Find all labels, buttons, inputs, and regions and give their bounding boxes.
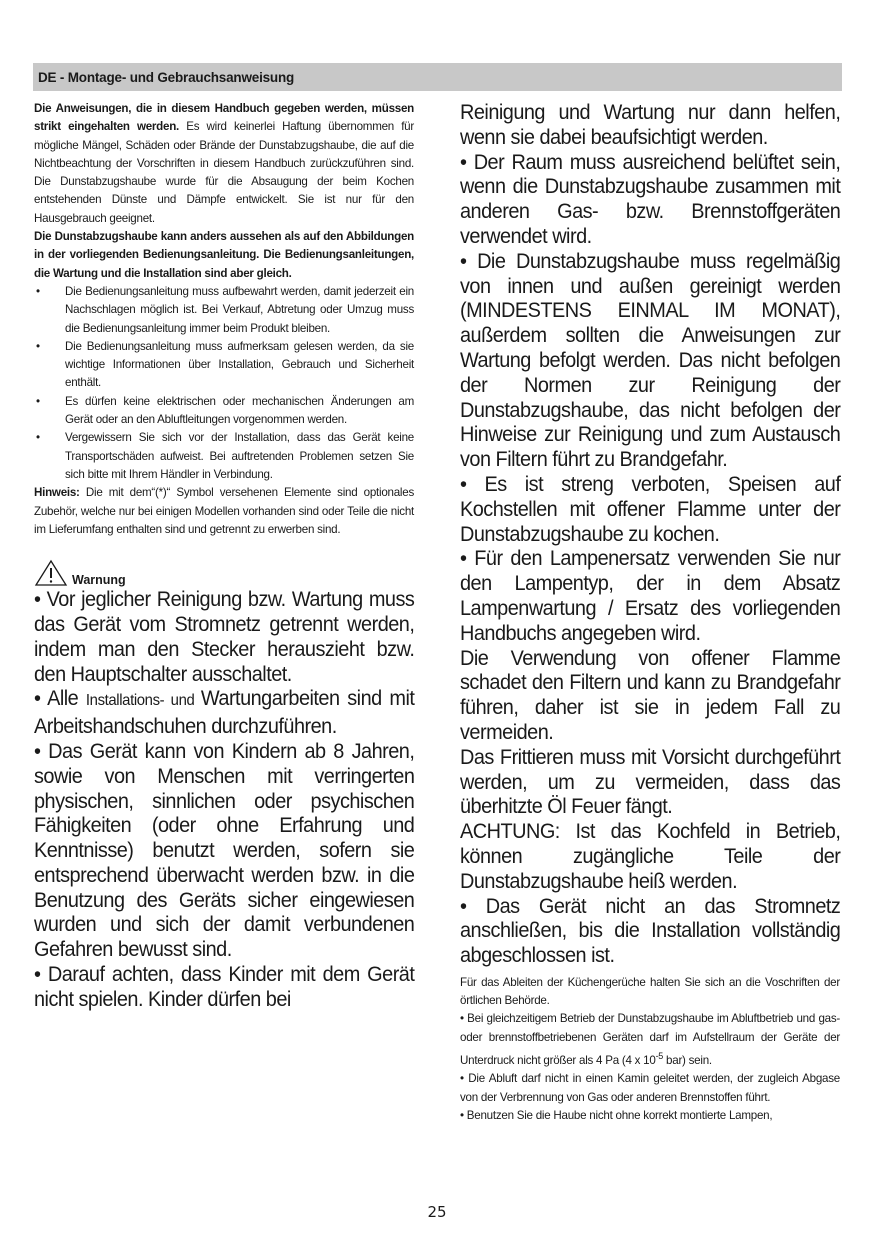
list-item-text: Die Bedienungsanleitung muss aufmerksam gelesen werden, da sie wichtige Informationen über Installation, Gebrauch und Sicherheit enthält. (65, 339, 414, 390)
warning-text-small: Installations- und (85, 692, 201, 710)
safety-paragraph: • Das Gerät nicht an das Stromnetz anschließen, bis die Installation vollständig abgeschlossen ist. (460, 893, 841, 968)
warning-text: Wartungarbeiten sind mit Arbeitshandschuhen durchzuführen. (34, 686, 415, 739)
list-item (34, 338, 414, 393)
bullet-dot: • (36, 394, 40, 408)
appearance-note-text: Die Dunstabzugshaube kann anders aussehen als auf den Abbildungen in der vorliegenden Bedienungsanleitung. Die Bedienungsanleitungen, die Wartung und die Installation sind aber gleich. (34, 230, 414, 280)
warning-paragraph: • Darauf achten, dass Kinder mit dem Gerät nicht spielen. Kinder dürfen bei (34, 962, 415, 1011)
regulation-paragraph (460, 1010, 840, 1070)
warning-paragraph: • Das Gerät kann von Kindern ab 8 Jahren, sowie von Menschen mit verringerten physischen, sinnlichen oder psychischen Fähigkeiten (oder ohne Erfahrung und Kenntnisse) benutzt werden, sofern sie entsprechend überwacht werden bzw. in die Benutzung des Geräts sicher eingewiesen wurden und sich der damit verbundenen Gefahren bewusst sind. (34, 738, 415, 962)
hint-label: Hinweis: (34, 486, 80, 500)
safety-paragraph: • Es ist streng verboten, Speisen auf Kochstellen mit offener Flamme unter der Dunstabzugshaube zu kochen. (460, 471, 841, 546)
safety-paragraph: Reinigung und Wartung nur dann helfen, wenn sie dabei beaufsichtigt werden. (460, 100, 841, 149)
pressure-text-end: bar) sein. (663, 1053, 712, 1067)
page-number: 25 (427, 1203, 447, 1221)
safety-paragraph: • Die Dunstabzugshaube muss regelmäßig von innen und außen gereinigt werden (MINDESTENS EINMAL IM MONAT), außerdem sollten die Anweisungen zur Wartung befolgt werden. Das nicht befolgen der Normen zur Reinigung der Dunstabzugshaube, das nicht befolgen der Hinweise zur Reinigung und zum Austausch von Filtern führt zu Brandgefahr. (460, 248, 841, 472)
section-title: DE - Montage- und Gebrauchsanweisung (38, 70, 295, 85)
hint-text: Die mit dem“(*)“ Symbol versehenen Elemente sind optionales Zubehör, welche nur bei einigen Modellen vorhanden sind oder Teile die nicht im Lieferumfang enthalten sind und getrennt zu erwerben sind. (34, 486, 414, 536)
safety-paragraph: ACHTUNG: Ist das Kochfeld in Betrieb, können zugängliche Teile der Dunstabzugshaube heiß werden. (460, 819, 841, 893)
bullet-dot: • (36, 431, 40, 445)
warning-text: • Alle (34, 686, 86, 711)
regulation-paragraph: • Benutzen Sie die Haube nicht ohne korrekt montierte Lampen, (460, 1108, 773, 1122)
hint-paragraph (34, 484, 414, 539)
appearance-note (34, 228, 414, 283)
safety-paragraph: Die Verwendung von offener Flamme schadet den Filtern und kann zu Brandgefahr führen, daher ist sie in jedem Fall zu vermeiden. (460, 645, 841, 744)
intro-bold-text: Die Anweisungen, die in diesem Handbuch gegeben werden, müssen strikt eingehalten werden. (34, 102, 414, 134)
instruction-list (34, 283, 414, 484)
list-item (34, 393, 414, 430)
section-header-bar (33, 63, 842, 91)
list-item-text: Es dürfen keine elektrischen oder mechanischen Änderungen am Gerät oder an den Abluftleitungen vorgenommen werden. (65, 394, 414, 427)
warning-paragraph (34, 686, 414, 739)
left-column (34, 100, 414, 1012)
intro-text: Es wird keinerlei Haftung übernommen für mögliche Mängel, Schäden oder Brände der Dunstabzugshaube, die auf die Nichtbeachtung der Vorschriften in diesem Handbuch zurückzuführen sind. Die Dunstabzugshaube wurde für die Absaugung der beim Kochen entstehenden Dünste und Dämpfe entwickelt. Sie ist nur für den Hausgebrauch geeignet. (34, 120, 414, 225)
safety-paragraph: Das Frittieren muss mit Vorsicht durchgeführt werden, um zu vermeiden, dass das überhitzte Öl Feuer fängt. (460, 744, 841, 819)
list-item-text: Vergewissern Sie sich vor der Installation, dass das Gerät keine Transportschäden aufweist. Bei auftretenden Problemen setzen Sie sich bitte mit Ihrem Händler in Verbindung. (65, 431, 414, 481)
intro-paragraph (34, 100, 414, 228)
regulation-paragraph: Für das Ableiten der Küchengerüche halten Sie sich an die Voschriften der örtlichen Behörde. (460, 975, 840, 1008)
list-item (34, 283, 414, 338)
right-column (460, 100, 840, 1125)
pressure-text: • Bei gleichzeitigem Betrieb der Dunstabzugshaube im Abluftbetrieb und gas- oder brennstoffbetriebenen Geräten darf im Aufstellraum der Geräte der Unterdruck nicht größer als 4 Pa (4 x 10 (460, 1012, 840, 1067)
bullet-dot: • (36, 284, 40, 298)
warning-paragraph: • Vor jeglicher Reinigung bzw. Wartung muss das Gerät vom Stromnetz getrennt werden, indem man den Stecker herauszieht bzw. den Hauptschalter ausschaltet. (34, 587, 415, 686)
safety-paragraph: • Für den Lampenersatz verwenden Sie nur den Lampentyp, der in dem Absatz Lampenwartung / Ersatz des vorliegenden Handbuchs angegeben wird. (460, 546, 841, 645)
exponent: -5 (655, 1051, 664, 1062)
warning-triangle-icon (34, 559, 68, 587)
warning-heading (34, 555, 414, 587)
list-item (34, 429, 414, 484)
bullet-dot: • (36, 339, 40, 353)
warning-title: Warnung (72, 573, 126, 588)
safety-paragraph: • Der Raum muss ausreichend belüftet sein, wenn die Dunstabzugshaube zusammen mit anderen Gas- bzw. Brennstoffgeräten verwendet wird. (460, 149, 841, 248)
regulation-paragraph: • Die Abluft darf nicht in einen Kamin geleitet werden, der zugleich Abgase von der Verbrennung von Gas oder anderen Brennstoffen führt. (460, 1072, 840, 1104)
list-item-text: Die Bedienungsanleitung muss aufbewahrt werden, damit jederzeit ein Nachschlagen möglich ist. Bei Verkauf, Abtretung oder Umzug muss die Bedienungsanleitung immer beim Produkt bleiben. (65, 284, 414, 335)
